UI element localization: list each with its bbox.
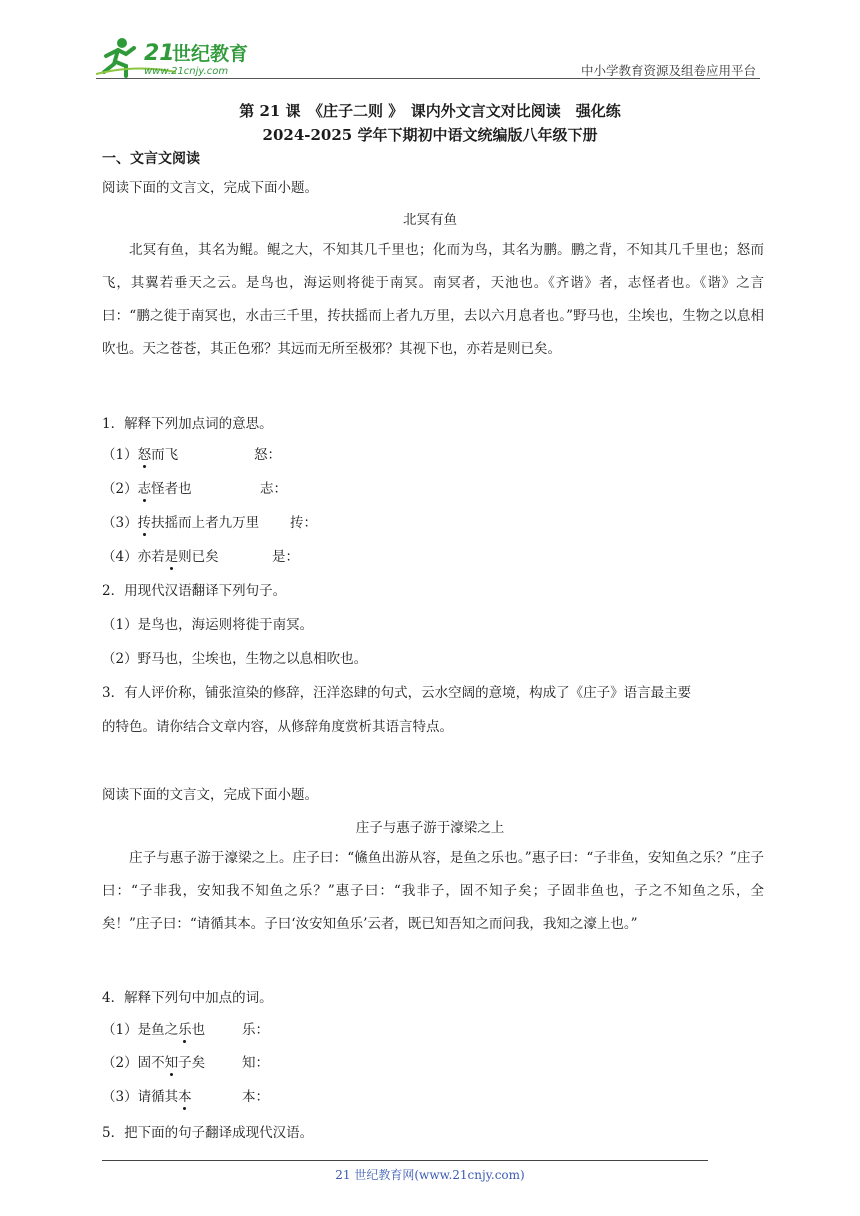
question-item: （2）志怪者也 志： (102, 477, 192, 497)
passage-title: 庄子与惠子游于濠梁之上 (355, 820, 505, 836)
question-item: （1）是鸟也，海运则将徙于南冥。 (102, 617, 314, 633)
logo-number: 21 (144, 41, 175, 66)
question-item: （3）请循其本 本： (102, 1085, 192, 1105)
page-subtitle: 2024-2025 学年下期初中语文统编版八年级下册 (262, 126, 598, 144)
question-2: 2．用现代汉语翻译下列句子。 (102, 583, 287, 599)
page-title: 第 21 课 《庄子二则 》 课内外文言文对比阅读 强化练 (239, 102, 621, 120)
logo-text: 世纪教育 (172, 43, 249, 65)
question-1: 1．解释下列加点词的意思。 (102, 416, 273, 432)
question-3: 3．有人评价称，铺张渲染的修辞，汪洋恣肆的句式，云水空阔的意境，构成了《庄子》语言最主要 (102, 685, 692, 701)
passage-text: 北冥有鱼，其名为鲲。鲲之大，不知其几千里也；化而为鸟，其名为鹏。鹏之背，不知其几千里也；怒而飞，其翼若垂天之云。是鸟也，海运则将徙于南冥。南冥者，天池也。《齐谐》者，志怪者也。《谐》之言曰：“鹏之徙于南冥也，水击三千里，抟扶摇而上者九万里，去以六月息者也。”野马也，尘埃也，生物之以息相吹也。天之苍苍，其正色邪？其远而无所至极邪？其视下也，亦若是则已矣。 (102, 242, 764, 357)
reading-instruction: 阅读下面的文言文，完成下面小题。 (102, 787, 318, 803)
question-item: （2）固不知子矣 知： (102, 1051, 205, 1071)
logo (96, 34, 266, 78)
question-item: （2）野马也，尘埃也，生物之以息相吹也。 (102, 651, 368, 667)
runner-logo-icon (96, 34, 266, 78)
footer-link[interactable]: 21 世纪教育网(www.21cnjy.com) (335, 1168, 525, 1182)
footer-divider (102, 1160, 708, 1161)
question-3-cont: 的特色。请你结合文章内容，从修辞角度赏析其语言特点。 (102, 719, 453, 735)
passage-text: 庄子与惠子游于濠梁之上。庄子曰：“鯈鱼出游从容，是鱼之乐也。”惠子曰：“子非鱼，安知鱼之乐？”庄子曰：“子非我，安知我不知鱼之乐？”惠子曰：“我非子，固不知子矣；子固非鱼也，子之不知鱼之乐，全矣！”庄子曰：“请循其本。子曰‘汝安知鱼乐’云者，既已知吾知之而问我，我知之濠上也。” (102, 850, 764, 932)
reading-instruction: 阅读下面的文言文，完成下面小题。 (102, 180, 318, 196)
platform-name: 中小学教育资源及组卷应用平台 (580, 63, 756, 78)
question-5: 5．把下面的句子翻译成现代汉语。 (102, 1125, 314, 1141)
question-item: （1）怒而飞 怒： (102, 443, 178, 463)
logo-url: www.21cnjy.com (144, 66, 229, 77)
header-divider (96, 78, 760, 79)
section-heading: 一、文言文阅读 (102, 151, 200, 167)
passage-title: 北冥有鱼 (403, 212, 457, 228)
question-4: 4．解释下列句中加点的词。 (102, 990, 273, 1006)
question-item: （1）是鱼之乐也 乐： (102, 1018, 205, 1038)
question-item: （4）亦若是则已矣 是： (102, 545, 219, 565)
question-item: （3）抟扶摇而上者九万里 抟： (102, 511, 259, 531)
